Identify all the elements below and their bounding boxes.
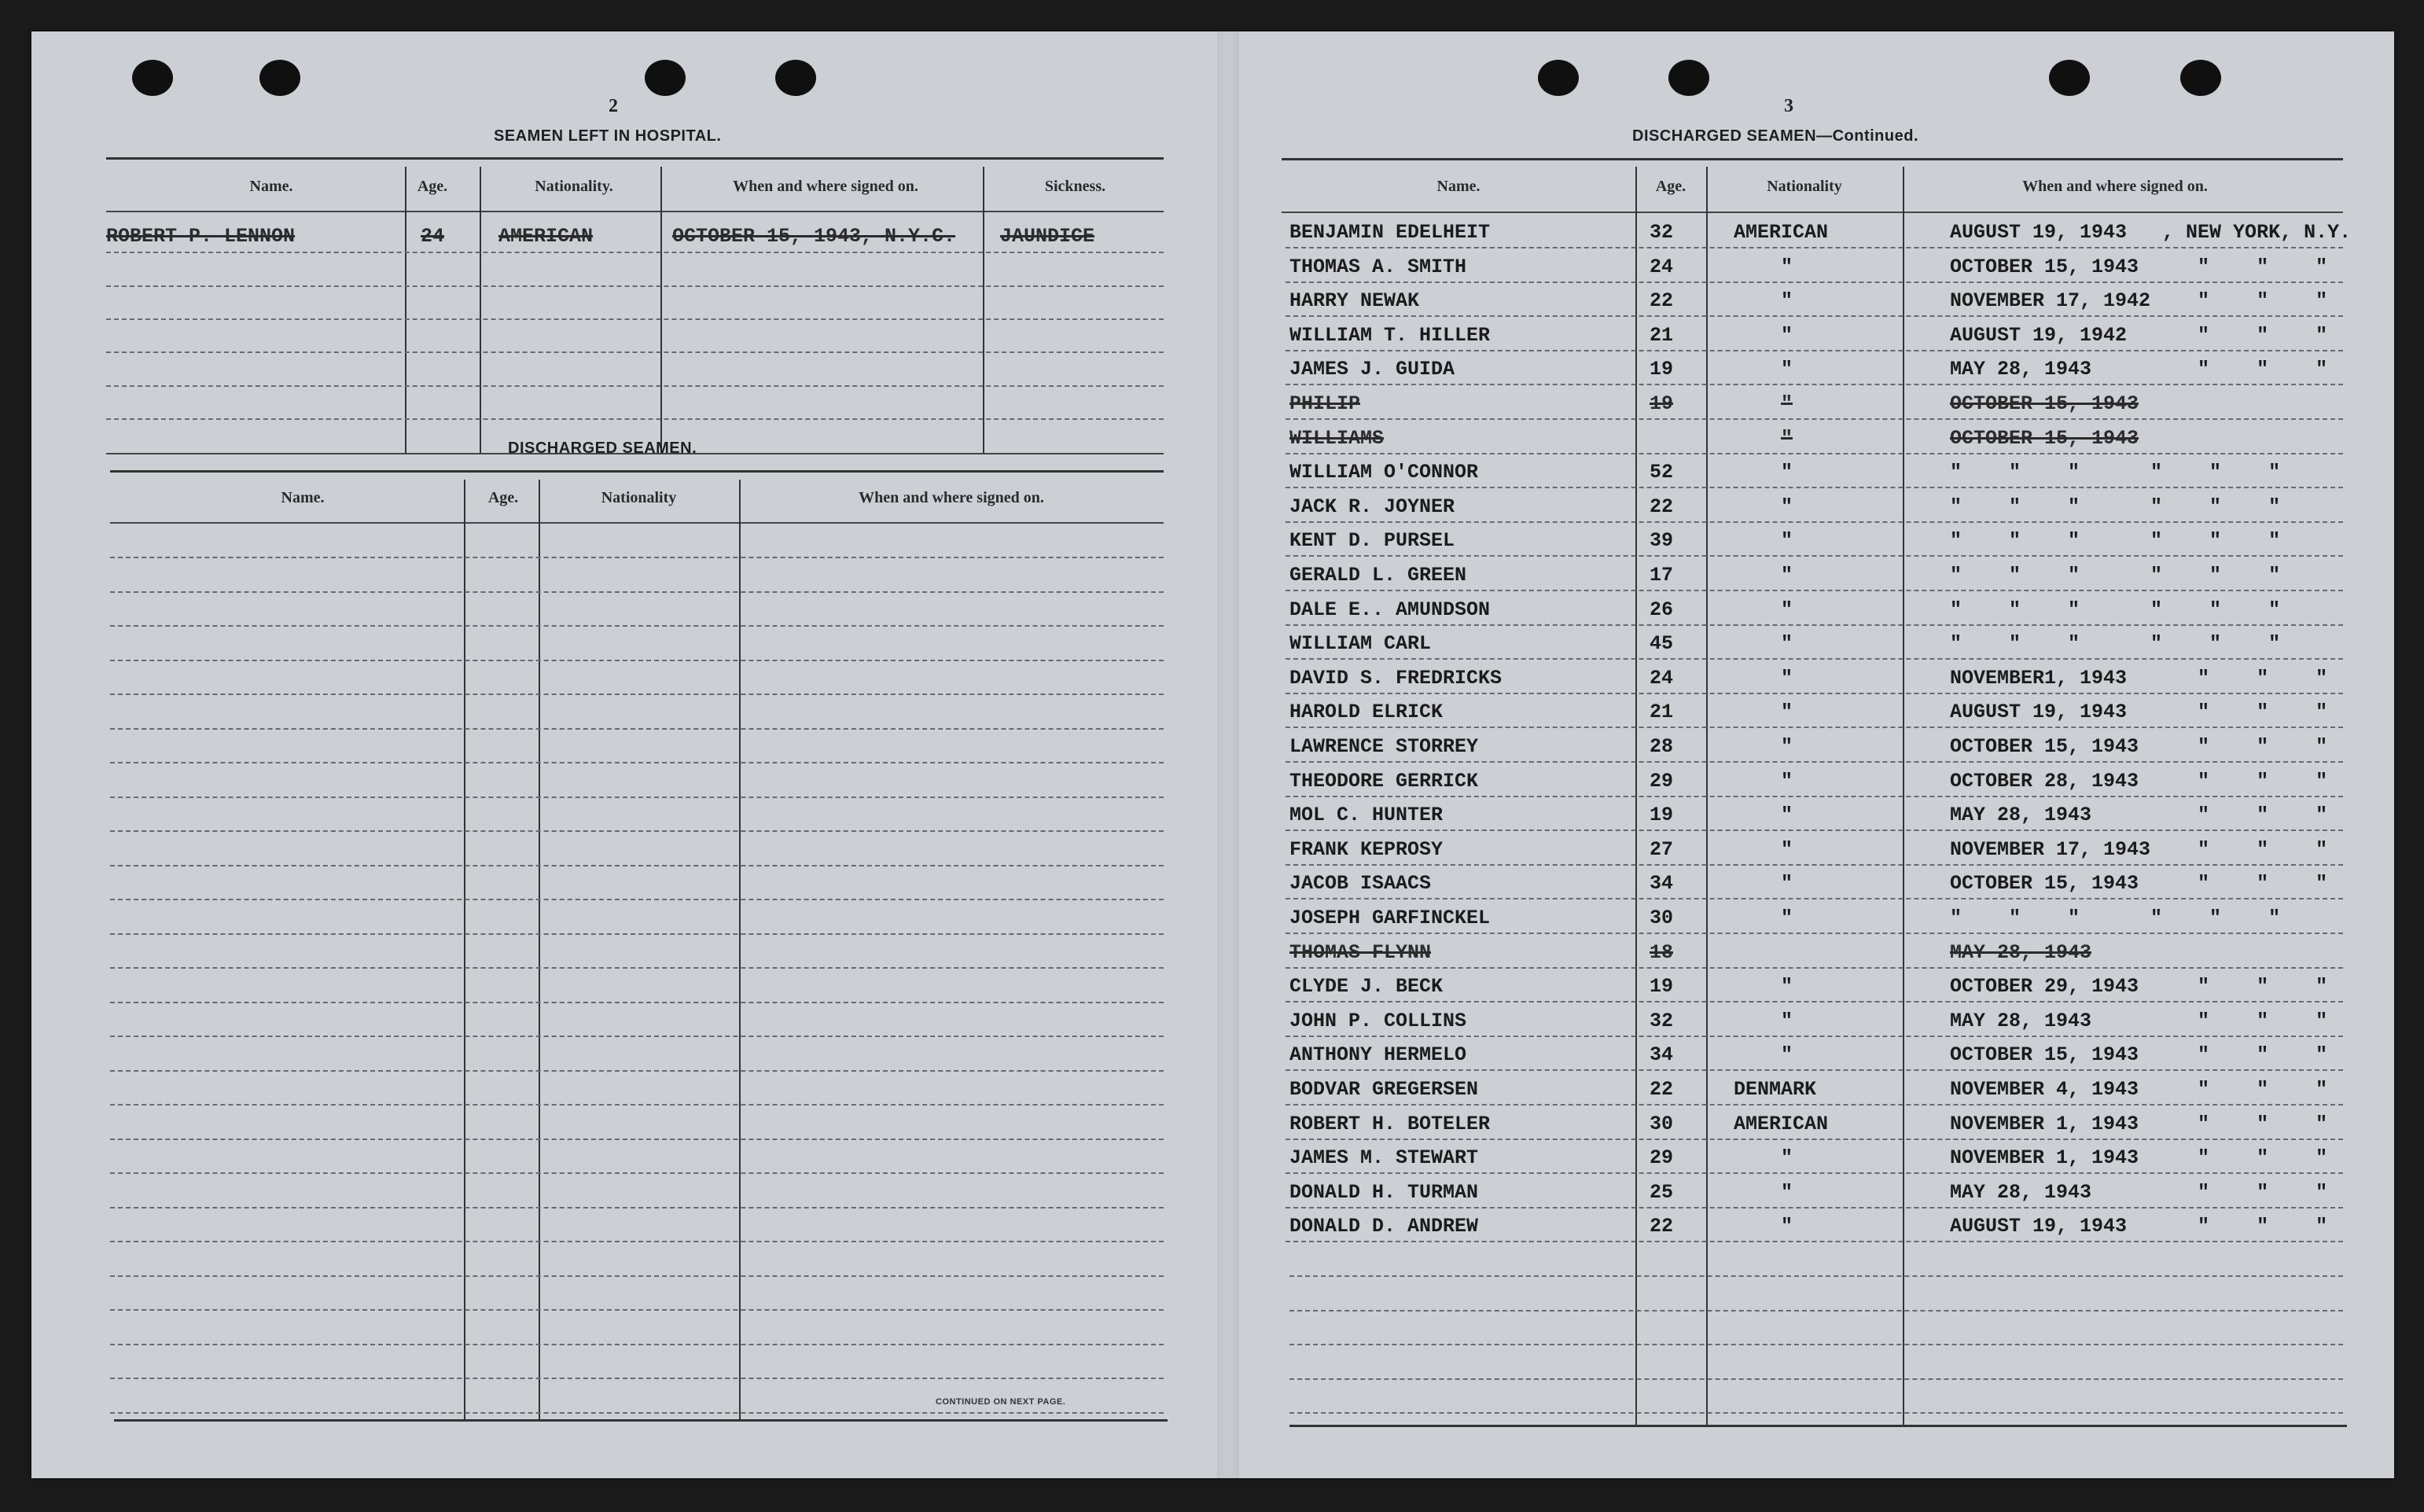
seaman-nationality: AMERICAN (1734, 221, 1829, 244)
row-rule (1286, 315, 2343, 317)
row-rule (110, 1104, 1164, 1105)
row-rule (1286, 796, 2343, 797)
seaman-age: 32 (1650, 1009, 1674, 1032)
seaman-nationality: " (1781, 461, 1793, 484)
row-rule (1286, 1241, 2343, 1242)
seaman-name: JOHN P. COLLINS (1289, 1009, 1467, 1032)
seaman-name: WILLIAMS (1289, 426, 1385, 450)
seaman-age: 19 (1650, 358, 1674, 381)
seaman-signed-on: " " " " " " (1950, 529, 2281, 553)
hospital-header-nationality: Nationality. (535, 178, 613, 195)
row-rule (110, 899, 1164, 900)
seaman-signed-on: " " " " " " (1950, 495, 2281, 518)
seaman-name: BODVAR GREGERSEN (1289, 1078, 1479, 1101)
row-rule (110, 1241, 1164, 1242)
row-rule (110, 1344, 1164, 1345)
hospital-name: ROBERT P. LENNON (106, 225, 296, 248)
row-rule (1286, 384, 2343, 385)
row-rule (1286, 590, 2343, 591)
row-rule (110, 557, 1164, 558)
row-rule (110, 1172, 1164, 1174)
column-divider (539, 480, 540, 1419)
row-rule (110, 1378, 1164, 1379)
row-rule (1286, 487, 2343, 488)
table-rule (1282, 212, 2343, 213)
seaman-name: JACK R. JOYNER (1289, 495, 1455, 518)
right-header-name: Name. (1436, 178, 1481, 195)
seaman-name: HARRY NEWAK (1289, 289, 1420, 313)
seaman-age: 17 (1650, 564, 1674, 587)
page-number-left: 2 (609, 96, 618, 116)
seaman-age: 34 (1650, 1043, 1674, 1067)
row-rule (1286, 281, 2343, 283)
binder-hole (1668, 60, 1709, 96)
seaman-name: DONALD D. ANDREW (1289, 1215, 1479, 1238)
seaman-signed-on: MAY 28, 1943 " " " (1950, 1009, 2328, 1032)
hospital-age: 24 (421, 225, 445, 248)
row-rule (1286, 933, 2343, 934)
table-rule (110, 522, 1164, 524)
row-rule (1286, 555, 2343, 557)
row-rule (1286, 1104, 2343, 1105)
row-rule (110, 1002, 1164, 1003)
row-rule (1286, 1172, 2343, 1174)
seaman-name: WILLIAM T. HILLER (1289, 323, 1491, 347)
row-rule (110, 1275, 1164, 1277)
seaman-nationality: " (1781, 666, 1793, 690)
discharged-header-age: Age. (487, 489, 519, 506)
seaman-signed-on: OCTOBER 15, 1943 " " " (1950, 872, 2328, 896)
seaman-signed-on: MAY 28, 1943 " " " (1950, 1180, 2328, 1204)
seaman-nationality: " (1781, 1180, 1793, 1204)
seaman-name: KENT D. PURSEL (1289, 529, 1455, 553)
row-rule (110, 1207, 1164, 1208)
seaman-signed-on: NOVEMBER 1, 1943 " " " (1950, 1146, 2328, 1170)
seaman-nationality: " (1781, 872, 1793, 896)
row-rule (106, 418, 1164, 420)
seaman-nationality: " (1781, 769, 1793, 793)
row-rule (1286, 967, 2343, 969)
binder-hole (645, 60, 686, 96)
seaman-nationality: " (1781, 907, 1793, 929)
seaman-name: THOMAS FLYNN (1289, 940, 1432, 964)
seaman-age: 45 (1650, 632, 1674, 656)
hospital-sickness: JAUNDICE (1000, 225, 1095, 248)
seaman-signed-on: NOVEMBER1, 1943 " " " (1950, 666, 2328, 690)
seaman-name: THEODORE GERRICK (1289, 769, 1479, 793)
table-rule (106, 157, 1164, 160)
seaman-name: GERALD L. GREEN (1289, 564, 1467, 587)
seaman-name: JAMES J. GUIDA (1289, 358, 1455, 381)
seaman-signed-on: OCTOBER 15, 1943 (1950, 426, 2139, 450)
row-rule (1289, 1344, 2343, 1345)
row-rule (110, 1139, 1164, 1140)
seaman-age: 22 (1650, 289, 1674, 313)
hospital-nationality: AMERICAN (498, 225, 594, 248)
row-rule (1289, 1412, 2343, 1414)
column-divider (405, 167, 406, 454)
seaman-signed-on: " " " " " " (1950, 632, 2281, 656)
column-divider (660, 167, 662, 454)
binder-hole (2180, 60, 2221, 96)
seaman-name: WILLIAM CARL (1289, 632, 1432, 656)
seaman-signed-on: NOVEMBER 4, 1943 " " " (1950, 1078, 2328, 1101)
seaman-signed-on: " " " " " " (1950, 564, 2281, 587)
row-rule (1286, 453, 2343, 454)
seaman-name: DONALD H. TURMAN (1289, 1180, 1479, 1204)
row-rule (110, 660, 1164, 661)
row-rule (1286, 350, 2343, 351)
seaman-age: 24 (1650, 666, 1674, 690)
seaman-signed-on: OCTOBER 15, 1943 " " " (1950, 255, 2328, 278)
seaman-age: 29 (1650, 1146, 1674, 1170)
seaman-signed-on: NOVEMBER 17, 1942 " " " (1950, 289, 2328, 313)
seaman-age: 39 (1650, 529, 1674, 553)
row-rule (110, 1412, 1164, 1414)
seaman-nationality: " (1781, 392, 1793, 415)
seaman-signed-on: AUGUST 19, 1943 , NEW YORK, N.Y. (1950, 221, 2352, 244)
seaman-signed-on: " " " " " " (1950, 907, 2281, 929)
row-rule (1286, 830, 2343, 831)
seaman-age: 21 (1650, 701, 1674, 724)
hospital-header-name: Name. (249, 178, 293, 195)
seaman-name: DALE E.. AMUNDSON (1289, 598, 1491, 621)
seaman-name: BENJAMIN EDELHEIT (1289, 221, 1491, 244)
row-rule (1286, 1001, 2343, 1002)
table-rule (1282, 158, 2343, 160)
row-rule (110, 762, 1164, 763)
row-rule (1286, 418, 2343, 420)
seaman-signed-on: NOVEMBER 1, 1943 " " " (1950, 1112, 2328, 1135)
seaman-nationality: " (1781, 804, 1793, 827)
seaman-age: 52 (1650, 461, 1674, 484)
seaman-signed-on: OCTOBER 15, 1943 " " " (1950, 735, 2328, 758)
binder-hole (775, 60, 816, 96)
row-rule (106, 351, 1164, 353)
row-rule (110, 625, 1164, 627)
seaman-name: JAMES M. STEWART (1289, 1146, 1479, 1170)
row-rule (1286, 1036, 2343, 1037)
seaman-age: 19 (1650, 804, 1674, 827)
row-rule (1286, 658, 2343, 660)
seaman-signed-on: AUGUST 19, 1943 " " " (1950, 1215, 2328, 1238)
seaman-nationality: " (1781, 358, 1793, 381)
seaman-nationality: " (1781, 735, 1793, 758)
right-header-signed-on: When and where signed on. (2022, 178, 2208, 195)
row-rule (1286, 727, 2343, 728)
seaman-age: 27 (1650, 837, 1674, 861)
seaman-nationality: " (1781, 1215, 1793, 1238)
seaman-signed-on: OCTOBER 15, 1943 " " " (1950, 1043, 2328, 1067)
row-rule (1289, 1275, 2343, 1277)
binder-hole (259, 60, 300, 96)
seaman-name: FRANK KEPROSY (1289, 837, 1444, 861)
seaman-nationality: " (1781, 255, 1793, 278)
seaman-age: 18 (1650, 940, 1674, 964)
row-rule (1286, 1139, 2343, 1140)
seaman-name: WILLIAM O'CONNOR (1289, 461, 1479, 484)
row-rule (1286, 898, 2343, 899)
seaman-age: 22 (1650, 495, 1674, 518)
row-rule (110, 830, 1164, 832)
row-rule (110, 1070, 1164, 1072)
seaman-signed-on: MAY 28, 1943 " " " (1950, 358, 2328, 381)
seaman-nationality: " (1781, 426, 1793, 450)
seaman-age: 29 (1650, 769, 1674, 793)
row-rule (1286, 521, 2343, 523)
seaman-age: 19 (1650, 975, 1674, 999)
page-number-right: 3 (1784, 96, 1793, 116)
seaman-name: THOMAS A. SMITH (1289, 255, 1467, 278)
seaman-nationality: " (1781, 289, 1793, 313)
seaman-name: LAWRENCE STORREY (1289, 735, 1479, 758)
hospital-header-sickness: Sickness. (1044, 178, 1106, 195)
seaman-nationality: DENMARK (1734, 1078, 1817, 1101)
binder-hole (1538, 60, 1579, 96)
seaman-nationality: " (1781, 701, 1793, 724)
hospital-header-age: Age. (417, 178, 448, 195)
discharged-continued-title: DISCHARGED SEAMEN—Continued. (1632, 127, 1918, 145)
seaman-nationality: " (1781, 598, 1793, 621)
row-rule (106, 385, 1164, 387)
binder-hole (132, 60, 173, 96)
seaman-signed-on: AUGUST 19, 1942 " " " (1950, 323, 2328, 347)
seaman-age: 21 (1650, 323, 1674, 347)
table-rule (114, 1419, 1168, 1422)
seaman-nationality: " (1781, 837, 1793, 861)
seaman-signed-on: MAY 28, 1943 (1950, 940, 2092, 964)
row-rule (1286, 1207, 2343, 1208)
seaman-signed-on: NOVEMBER 17, 1943 " " " (1950, 837, 2328, 861)
row-rule (110, 865, 1164, 866)
row-rule (1286, 624, 2343, 626)
table-rule (106, 211, 1164, 212)
seaman-name: JACOB ISAACS (1289, 872, 1432, 896)
seaman-nationality: " (1781, 632, 1793, 656)
binder-hole (2049, 60, 2090, 96)
row-rule (110, 1036, 1164, 1037)
center-fold (1217, 31, 1239, 1478)
row-rule (106, 318, 1164, 320)
discharged-header-name: Name. (281, 489, 325, 506)
seaman-age: 25 (1650, 1180, 1674, 1204)
seaman-name: DAVID S. FREDRICKS (1289, 666, 1503, 690)
table-rule (110, 470, 1164, 473)
seaman-nationality: " (1781, 323, 1793, 347)
row-rule (110, 591, 1164, 593)
discharged-header-signed-on: When and where signed on. (859, 489, 1044, 506)
row-rule (110, 693, 1164, 695)
seaman-signed-on: MAY 28, 1943 " " " (1950, 804, 2328, 827)
seaman-signed-on: AUGUST 19, 1943 " " " (1950, 701, 2328, 724)
seaman-age: 34 (1650, 872, 1674, 896)
seaman-nationality: " (1781, 975, 1793, 999)
seaman-name: JOSEPH GARFINCKEL (1289, 907, 1491, 929)
seaman-age: 19 (1650, 392, 1674, 415)
seaman-nationality: " (1781, 1009, 1793, 1032)
hospital-section-title: SEAMEN LEFT IN HOSPITAL. (494, 127, 722, 145)
hospital-header-signed-on: When and where signed on. (733, 178, 918, 195)
seaman-age: 22 (1650, 1078, 1674, 1101)
seaman-name: MOL C. HUNTER (1289, 804, 1444, 827)
row-rule (1286, 864, 2343, 866)
row-rule (1286, 693, 2343, 694)
seaman-signed-on: OCTOBER 28, 1943 " " " (1950, 769, 2328, 793)
seaman-signed-on: OCTOBER 29, 1943 " " " (1950, 975, 2328, 999)
right-header-nationality: Nationality (1767, 178, 1842, 195)
seaman-nationality: " (1781, 564, 1793, 587)
row-rule (106, 252, 1164, 253)
row-rule (1286, 1069, 2343, 1071)
seaman-age: 32 (1650, 221, 1674, 244)
seaman-age: 26 (1650, 598, 1674, 621)
seaman-age: 30 (1650, 907, 1674, 929)
row-rule (110, 728, 1164, 730)
row-rule (1289, 1378, 2343, 1380)
seaman-signed-on: " " " " " " (1950, 598, 2281, 621)
right-header-age: Age. (1655, 178, 1687, 195)
crew-list-page-spread (31, 31, 2394, 1478)
seaman-name: PHILIP (1289, 392, 1361, 415)
seaman-name: HAROLD ELRICK (1289, 701, 1444, 724)
column-divider (983, 167, 984, 454)
seaman-name: CLYDE J. BECK (1289, 975, 1444, 999)
seaman-nationality: " (1781, 495, 1793, 518)
column-divider (464, 480, 465, 1419)
row-rule (110, 933, 1164, 935)
row-rule (106, 285, 1164, 287)
seaman-signed-on: OCTOBER 15, 1943 (1950, 392, 2139, 415)
seaman-nationality: " (1781, 1146, 1793, 1170)
seaman-name: ANTHONY HERMELO (1289, 1043, 1467, 1067)
hospital-signed-on: OCTOBER 15, 1943, N.Y.C. (672, 225, 956, 248)
row-rule (1286, 247, 2343, 248)
seaman-nationality: AMERICAN (1734, 1112, 1829, 1135)
row-rule (1286, 761, 2343, 763)
seaman-age: 30 (1650, 1112, 1674, 1135)
row-rule (110, 1309, 1164, 1311)
row-rule (1289, 1310, 2343, 1312)
seaman-age: 28 (1650, 735, 1674, 758)
row-rule (110, 796, 1164, 798)
seaman-signed-on: " " " " " " (1950, 461, 2281, 484)
seaman-nationality: " (1781, 529, 1793, 553)
column-divider (739, 480, 741, 1419)
seaman-age: 24 (1650, 255, 1674, 278)
seaman-nationality: " (1781, 1043, 1793, 1067)
table-rule (1289, 1425, 2347, 1427)
discharged-section-title: DISCHARGED SEAMEN. (508, 440, 697, 457)
seaman-age: 22 (1650, 1215, 1674, 1238)
discharged-header-nationality: Nationality (601, 489, 677, 506)
column-divider (480, 167, 481, 454)
seaman-name: ROBERT H. BOTELER (1289, 1112, 1491, 1135)
row-rule (110, 967, 1164, 969)
continued-note: CONTINUED ON NEXT PAGE. (936, 1397, 1066, 1407)
